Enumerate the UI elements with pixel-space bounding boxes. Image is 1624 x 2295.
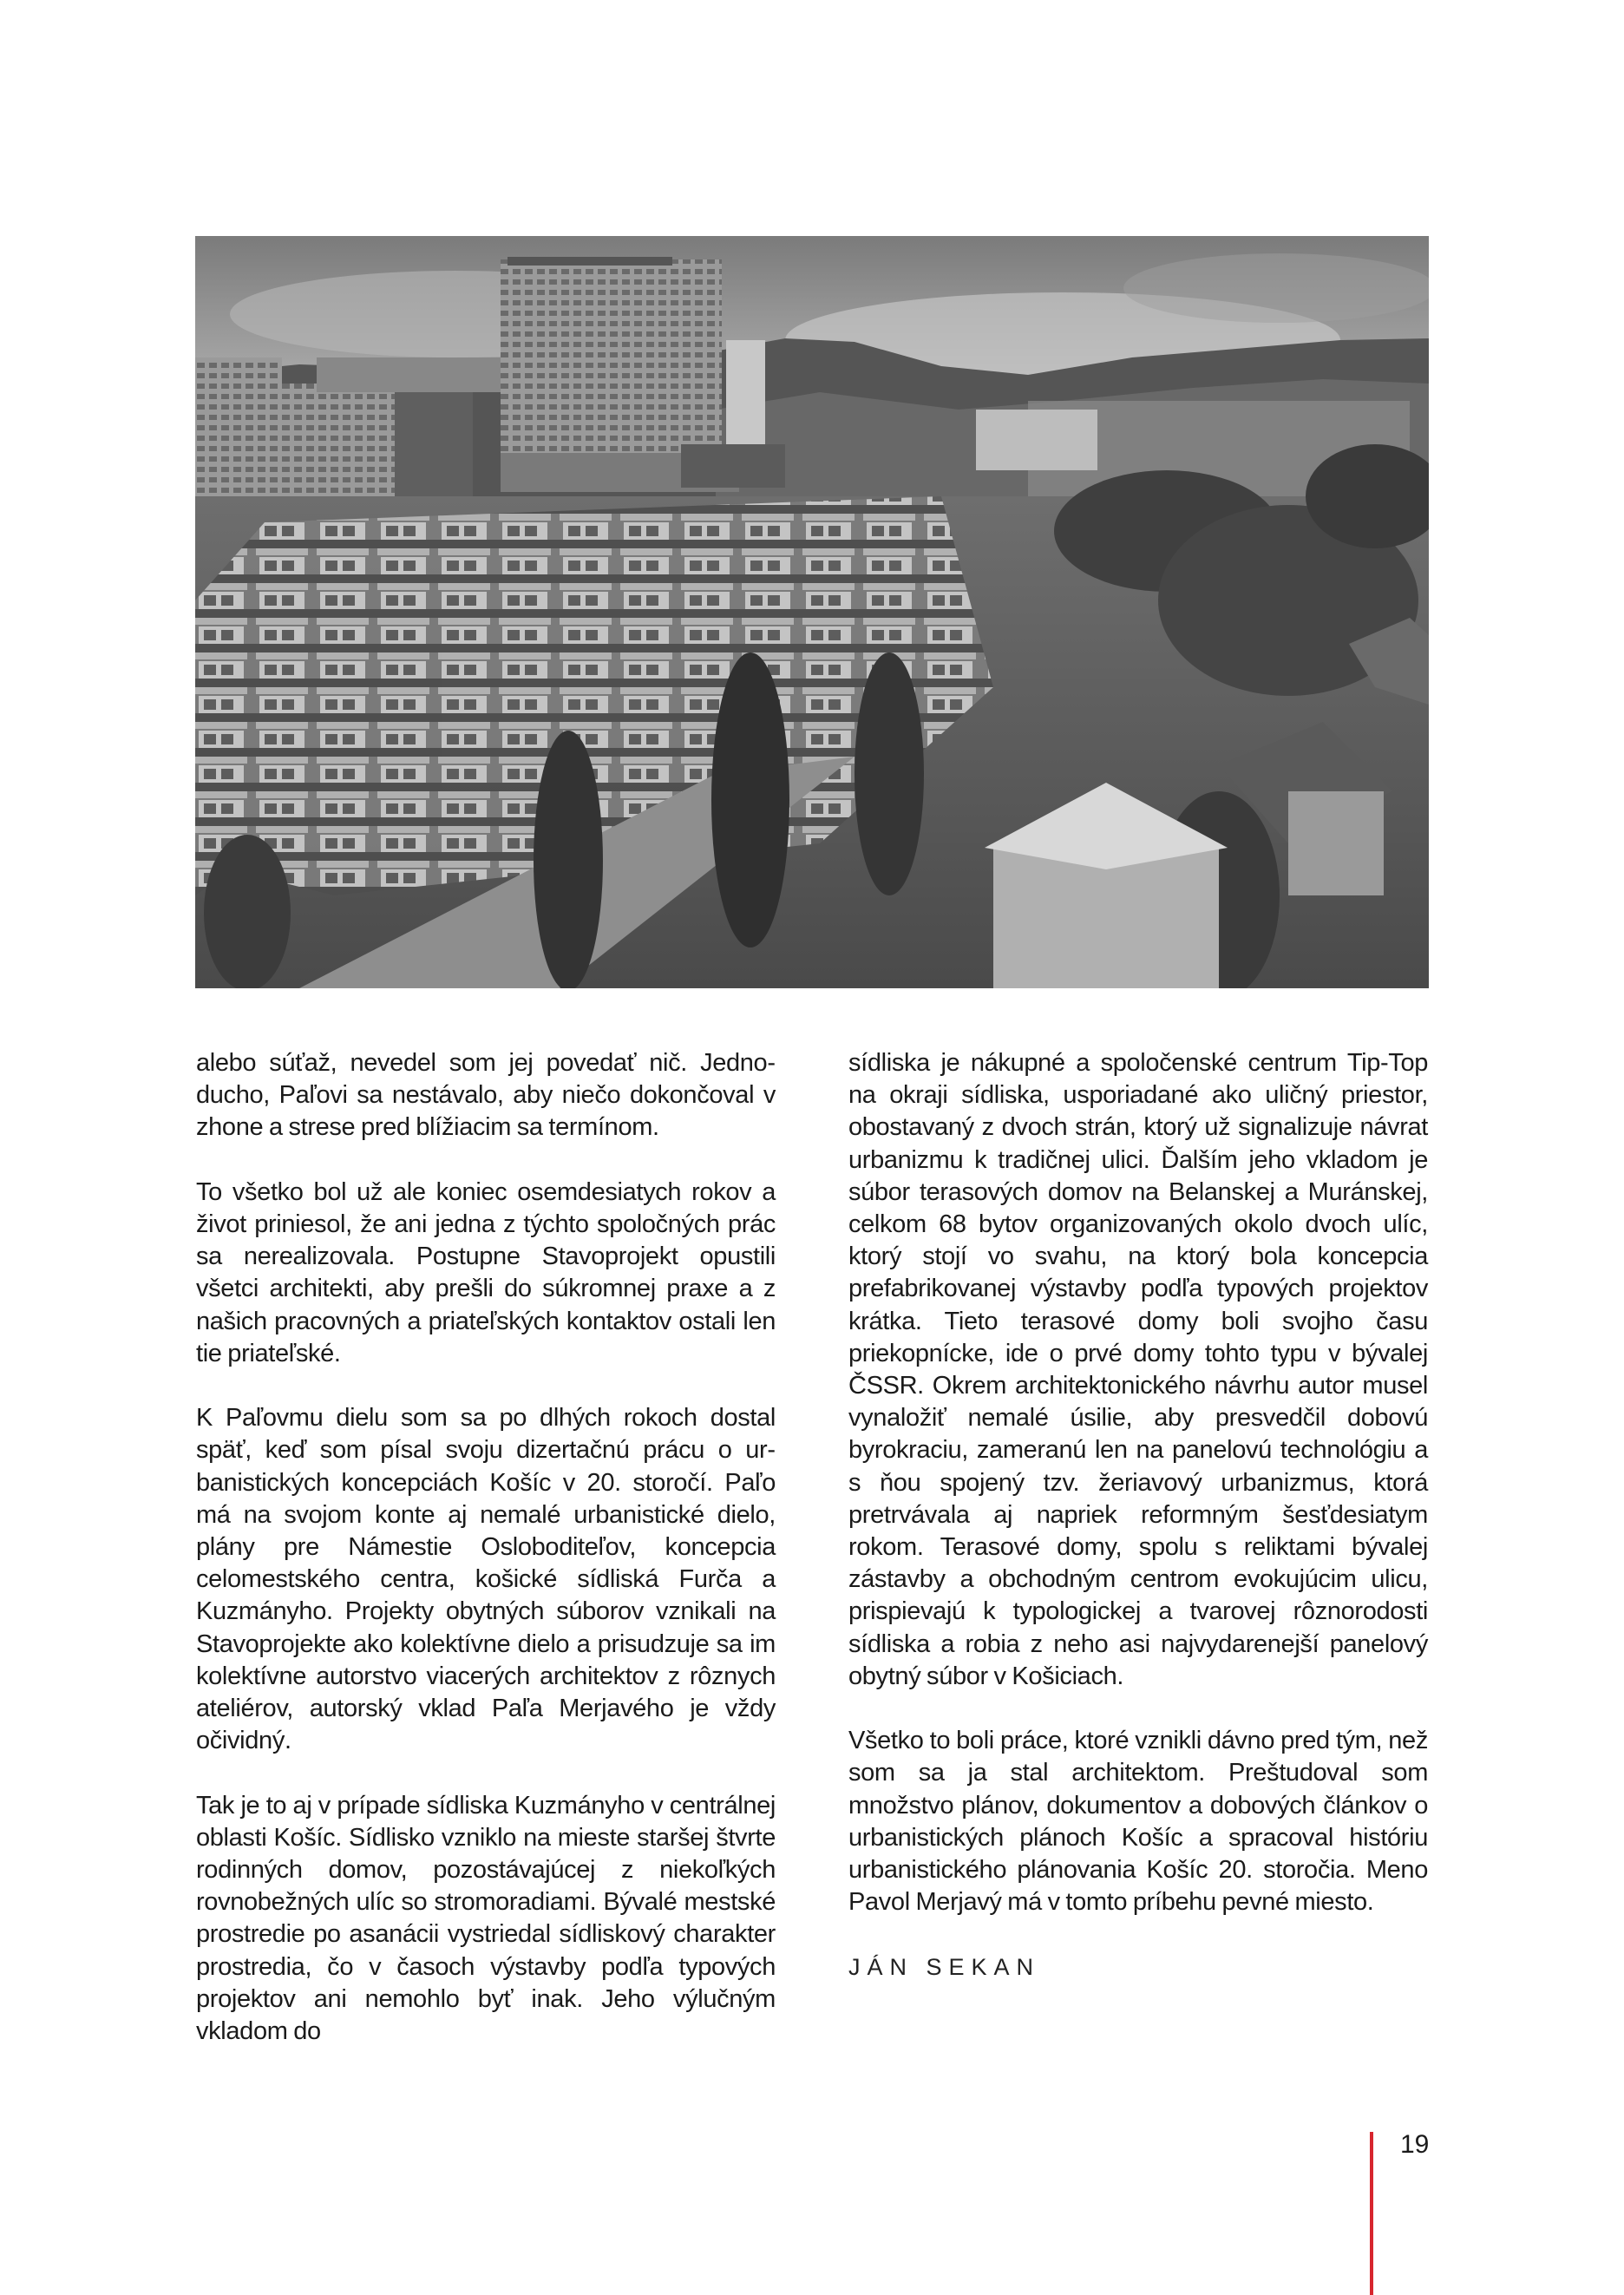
photo-illustration bbox=[195, 236, 1429, 988]
paragraph: To všetko bol už ale koniec osemdesiatych rokov a život priniesol, že ani jedna z týchto spoločných prác sa nerealizovala. Postupne Stavoprojekt opustili všetci architekti, aby prešli do súkromnej praxe a z našich pracovných a priateľských kontaktov ostali len tie priateľské. bbox=[196, 1177, 776, 1367]
photo-terraced-housing bbox=[195, 236, 1429, 988]
paragraph: alebo súťaž, nevedel som jej povedať nič. Jednoducho, Paľovi sa nestávalo, aby niečo dokončoval v zhone a strese pred blížiacim sa termínom. bbox=[196, 1049, 776, 1142]
author-signature: JÁN SEKAN bbox=[848, 1953, 1041, 1980]
paragraph: K Paľovmu dielu som sa po dlhých rokoch dostal späť, keď som písal svoju dizertačnú prácu o urbanistických koncepciách Košíc v 20. storočí. Paľo má na svojom konte aj nemalé urbanistické dielo, plány pre Námestie Osloboditeľov, koncepcia celomestského centra, košické sídliská Furča a Kuzmányho. Projekty obytných súborov vznikali na Stavoprojekte ako kolektívne dielo a prisudzuje sa im kolektívne autorstvo viacerých architektov z rôznych ateliérov, autorský vklad Paľa Merjavého je vždy očividný. bbox=[196, 1404, 776, 1755]
text-column-left bbox=[196, 1047, 776, 2080]
page-number: 19 bbox=[1400, 2130, 1430, 2159]
red-vertical-rule bbox=[1370, 2132, 1373, 2295]
paragraph: Tak je to aj v prípade sídliska Kuzmányho v centrálnej oblasti Košíc. Sídlisko vzniklo na mieste staršej štvrte rodinných domov, pozostávajúcej z niekoľkých rovnobežných ulíc so stromoradiami. Bývalé mestské prostredie po asanácii vystriedal sídliskový charakter prostredia, čo v časoch výstavby podľa typových projektov ani nemohlo byť inak. Jeho výlučným vkladom do bbox=[196, 1791, 776, 2046]
text-column-right bbox=[848, 1047, 1428, 1984]
paragraph: sídliska je nákupné a spoločenské centrum Tip-Top na okraji sídliska, usporiadané ako uličný priestor, obostavaný z dvoch strán, ktorý už signalizuje návrat urbanizmu k tradičnej ulici. Ďalším jeho vkladom je súbor terasových domov na Belanskej a Muránskej, celkom 68 bytov organizovaných okolo dvoch ulíc, ktorý stojí vo svahu, na ktorý bola koncepcia prefabrikovanej výstavby podľa typových projektov krátka. Tieto terasové domy boli svojho času priekopnícke, ide o prvé domy tohto typu v bývalej ČSSR. Okrem architektonického návrhu autor musel vynaložiť nemalé úsilie, aby presvedčil dobovú byrokraciu, zameranú len na panelovú technológiu a s ňou spojený tzv. žeriavový urbanizmus, ktorá pretrvávala aj napriek reformným šesťdesiatym rokom. Terasové domy, spolu s reliktami bývalej zástavby a obchodným centrom evokujúcim ulicu, prispievajú k typologickej a tvarovej rôznorodosti sídliska a robia z neho asi najvydarenejší panelový obytný súbor v Košiciach. bbox=[848, 1049, 1428, 1690]
paragraph: Všetko to boli práce, ktoré vznikli dávno pred tým, než som sa ja stal architektom. Preštudoval som množstvo plánov, dokumentov a dobových článkov o urbanistických plánoch Košíc a spracoval históriu urbanistického plánovania Košíc 20. storočia. Meno Pavol Merjavý má v tomto príbehu pevné miesto. bbox=[848, 1727, 1428, 1917]
